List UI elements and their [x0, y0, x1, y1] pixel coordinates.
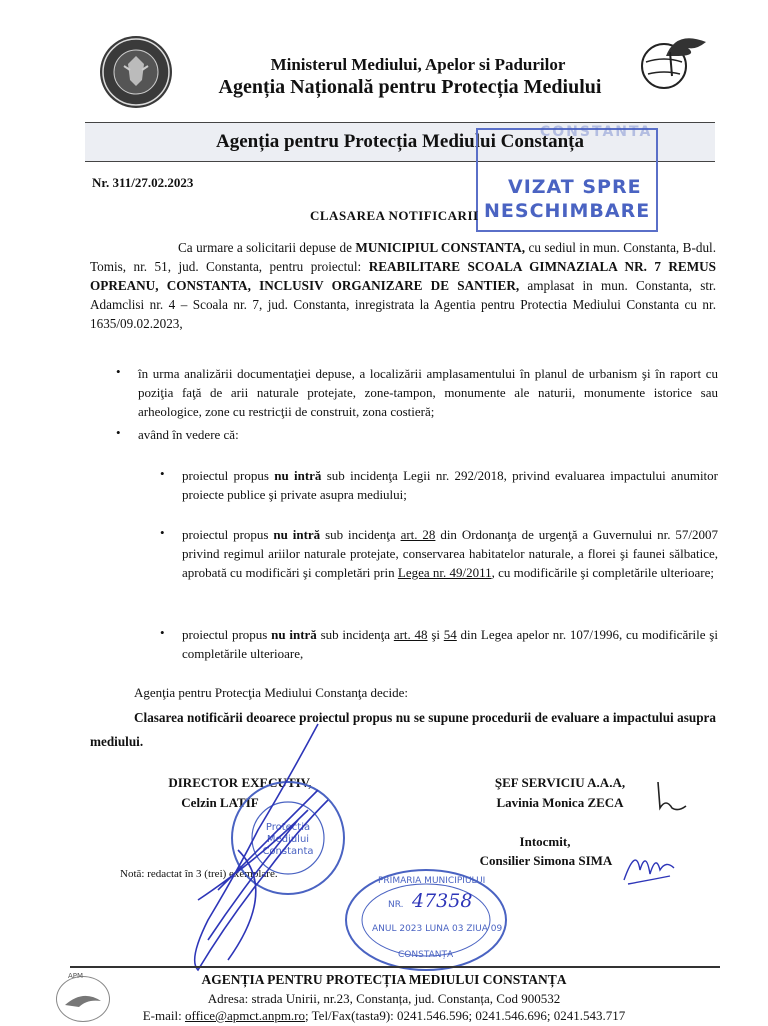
intro-text-b: cu sediul in mun. Constanta, B-dul. Tomis, nr. 51, jud. Constanta, pentru proiectul: [90, 240, 717, 274]
document-title: CLASAREA NOTIFICARII [310, 208, 479, 223]
intro-paragraph [90, 238, 716, 333]
prepared-signature [620, 840, 680, 890]
chief-title: ŞEF SERVICIU A.A.A, [494, 775, 626, 790]
footer-email-link[interactable]: office@apmct.anpm.ro [184, 1008, 306, 1023]
intro-text-a: Ca urmare a solicitarii depuse de [178, 240, 356, 255]
visa-stamp-top: CONSTANTA [540, 124, 653, 140]
agency-decides: Agenţia pentru Protecţia Mediului Constanţa decide: [134, 685, 409, 700]
footer-contact: E-mail: office@apmct.anpm.ro; Tel/Fax(tasta9): 0241.546.596; 0241.546.696; 0241.543.717 [142, 1008, 626, 1023]
visa-stamp-line1: VIZAT SPRE [508, 176, 642, 198]
reg-stamp-top: PRIMARIA MUNICIPIULUI [378, 876, 486, 886]
footer-logo-text: APM [68, 972, 84, 980]
decision-text: Clasarea notificării deoarece proiectul propus nu se supune procedurii de evaluare a impactului asupra mediului. [90, 710, 716, 749]
project-name: REABILITARE SCOALA GIMNAZIALA NR. 7 REMUS OPREANU, CONSTANTA, INCLUSIV ORGANIZARE DE SANTIER, [90, 259, 717, 293]
footer-divider [70, 966, 720, 968]
copies-note: Notă: redactat în 3 (trei) exemplare. [120, 868, 278, 880]
chief-signature [652, 778, 692, 818]
footer-agency: AGENȚIA PENTRU PROTECȚIA MEDIULUI CONSTANȚA [201, 972, 567, 987]
reg-stamp-bottom: CONSTANȚA [398, 950, 454, 960]
national-agency-name: Agenția Națională pentru Protecția Mediului [218, 76, 602, 98]
sub-bullet-oug-57: proiectul propus nu intră sub incidenţa art. 28 din Ordonanţa de urgenţă a Guvernului nr. 57/2007 privind regimul ariilor naturale protejate, conservarea habitatelor naturale, a florei şi faunei sălbatice, aprobată cu modificări şi completări prin Legea nr. 49/2011, cu modificările şi completările ulterioare; [182, 527, 718, 580]
chief-name: Lavinia Monica ZECA [496, 795, 624, 810]
sub-bullet-dot: • [160, 525, 165, 540]
footer-address: Adresa: strada Unirii, nr.23, Constanța, jud. Constanța, Cod 900532 [207, 991, 561, 1006]
bullet-localization: în urma analizării documentaţiei depuse, a localizării amplasamentului în planul de urbanism şi în raport cu poziţia faţă de arii naturale protejate, zone-tampon, monumente ale naturii, monumente istorice sau arheologice, zone cu restricţii de construit, zona costieră; [138, 366, 718, 419]
reg-stamp-nr-label: NR. [388, 900, 404, 910]
prepared-title: Intocmit, [519, 834, 571, 849]
bullet-dot: • [116, 364, 121, 379]
bullet-considering: având în vedere că: [138, 427, 239, 442]
intro-text-c: amplasat in mun. Constanta, str. Adamclisi nr. 4 – Scoala nr. 7, jud. Constanta, inregistrata la Agentia pentru Protectia Mediului Constanta cu nr. 1635/09.02.2023, [90, 278, 717, 331]
reg-stamp-nr: 47358 [412, 890, 473, 912]
director-signature [178, 720, 338, 980]
sub-bullet-dot: • [160, 466, 165, 481]
document-number: Nr. 311/27.02.2023 [92, 175, 194, 190]
sub-bullet-law-292: proiectul propus nu intră sub incidenţa Legii nr. 292/2018, privind evaluarea impactului anumitor proiecte publice şi private asupra mediului; [182, 468, 718, 502]
visa-stamp-line2: NESCHIMBARE [484, 200, 651, 222]
sub-bullet-dot: • [160, 625, 165, 640]
applicant: MUNICIPIUL CONSTANTA, [355, 240, 526, 255]
director-name: Celzin LATIF [181, 795, 259, 810]
reg-stamp-date: ANUL 2023 LUNA 03 ZIUA 09 [372, 924, 503, 934]
bullet-dot: • [116, 425, 121, 440]
prepared-name: Consilier Simona SIMA [479, 853, 613, 868]
local-agency-name: Agenția pentru Protecția Mediului Constanța [215, 131, 585, 152]
sub-bullet-water-law: proiectul propus nu intră sub incidenţa art. 48 şi 54 din Legea apelor nr. 107/1996, cu modificările şi completările ulterioare, [182, 627, 718, 661]
round-stamp-center: Protectia Mediului Constanta [262, 822, 314, 857]
director-title: DIRECTOR EXECUTIV, [168, 775, 312, 790]
ministry-name: Ministerul Mediului, Apelor si Padurilor [270, 55, 566, 74]
